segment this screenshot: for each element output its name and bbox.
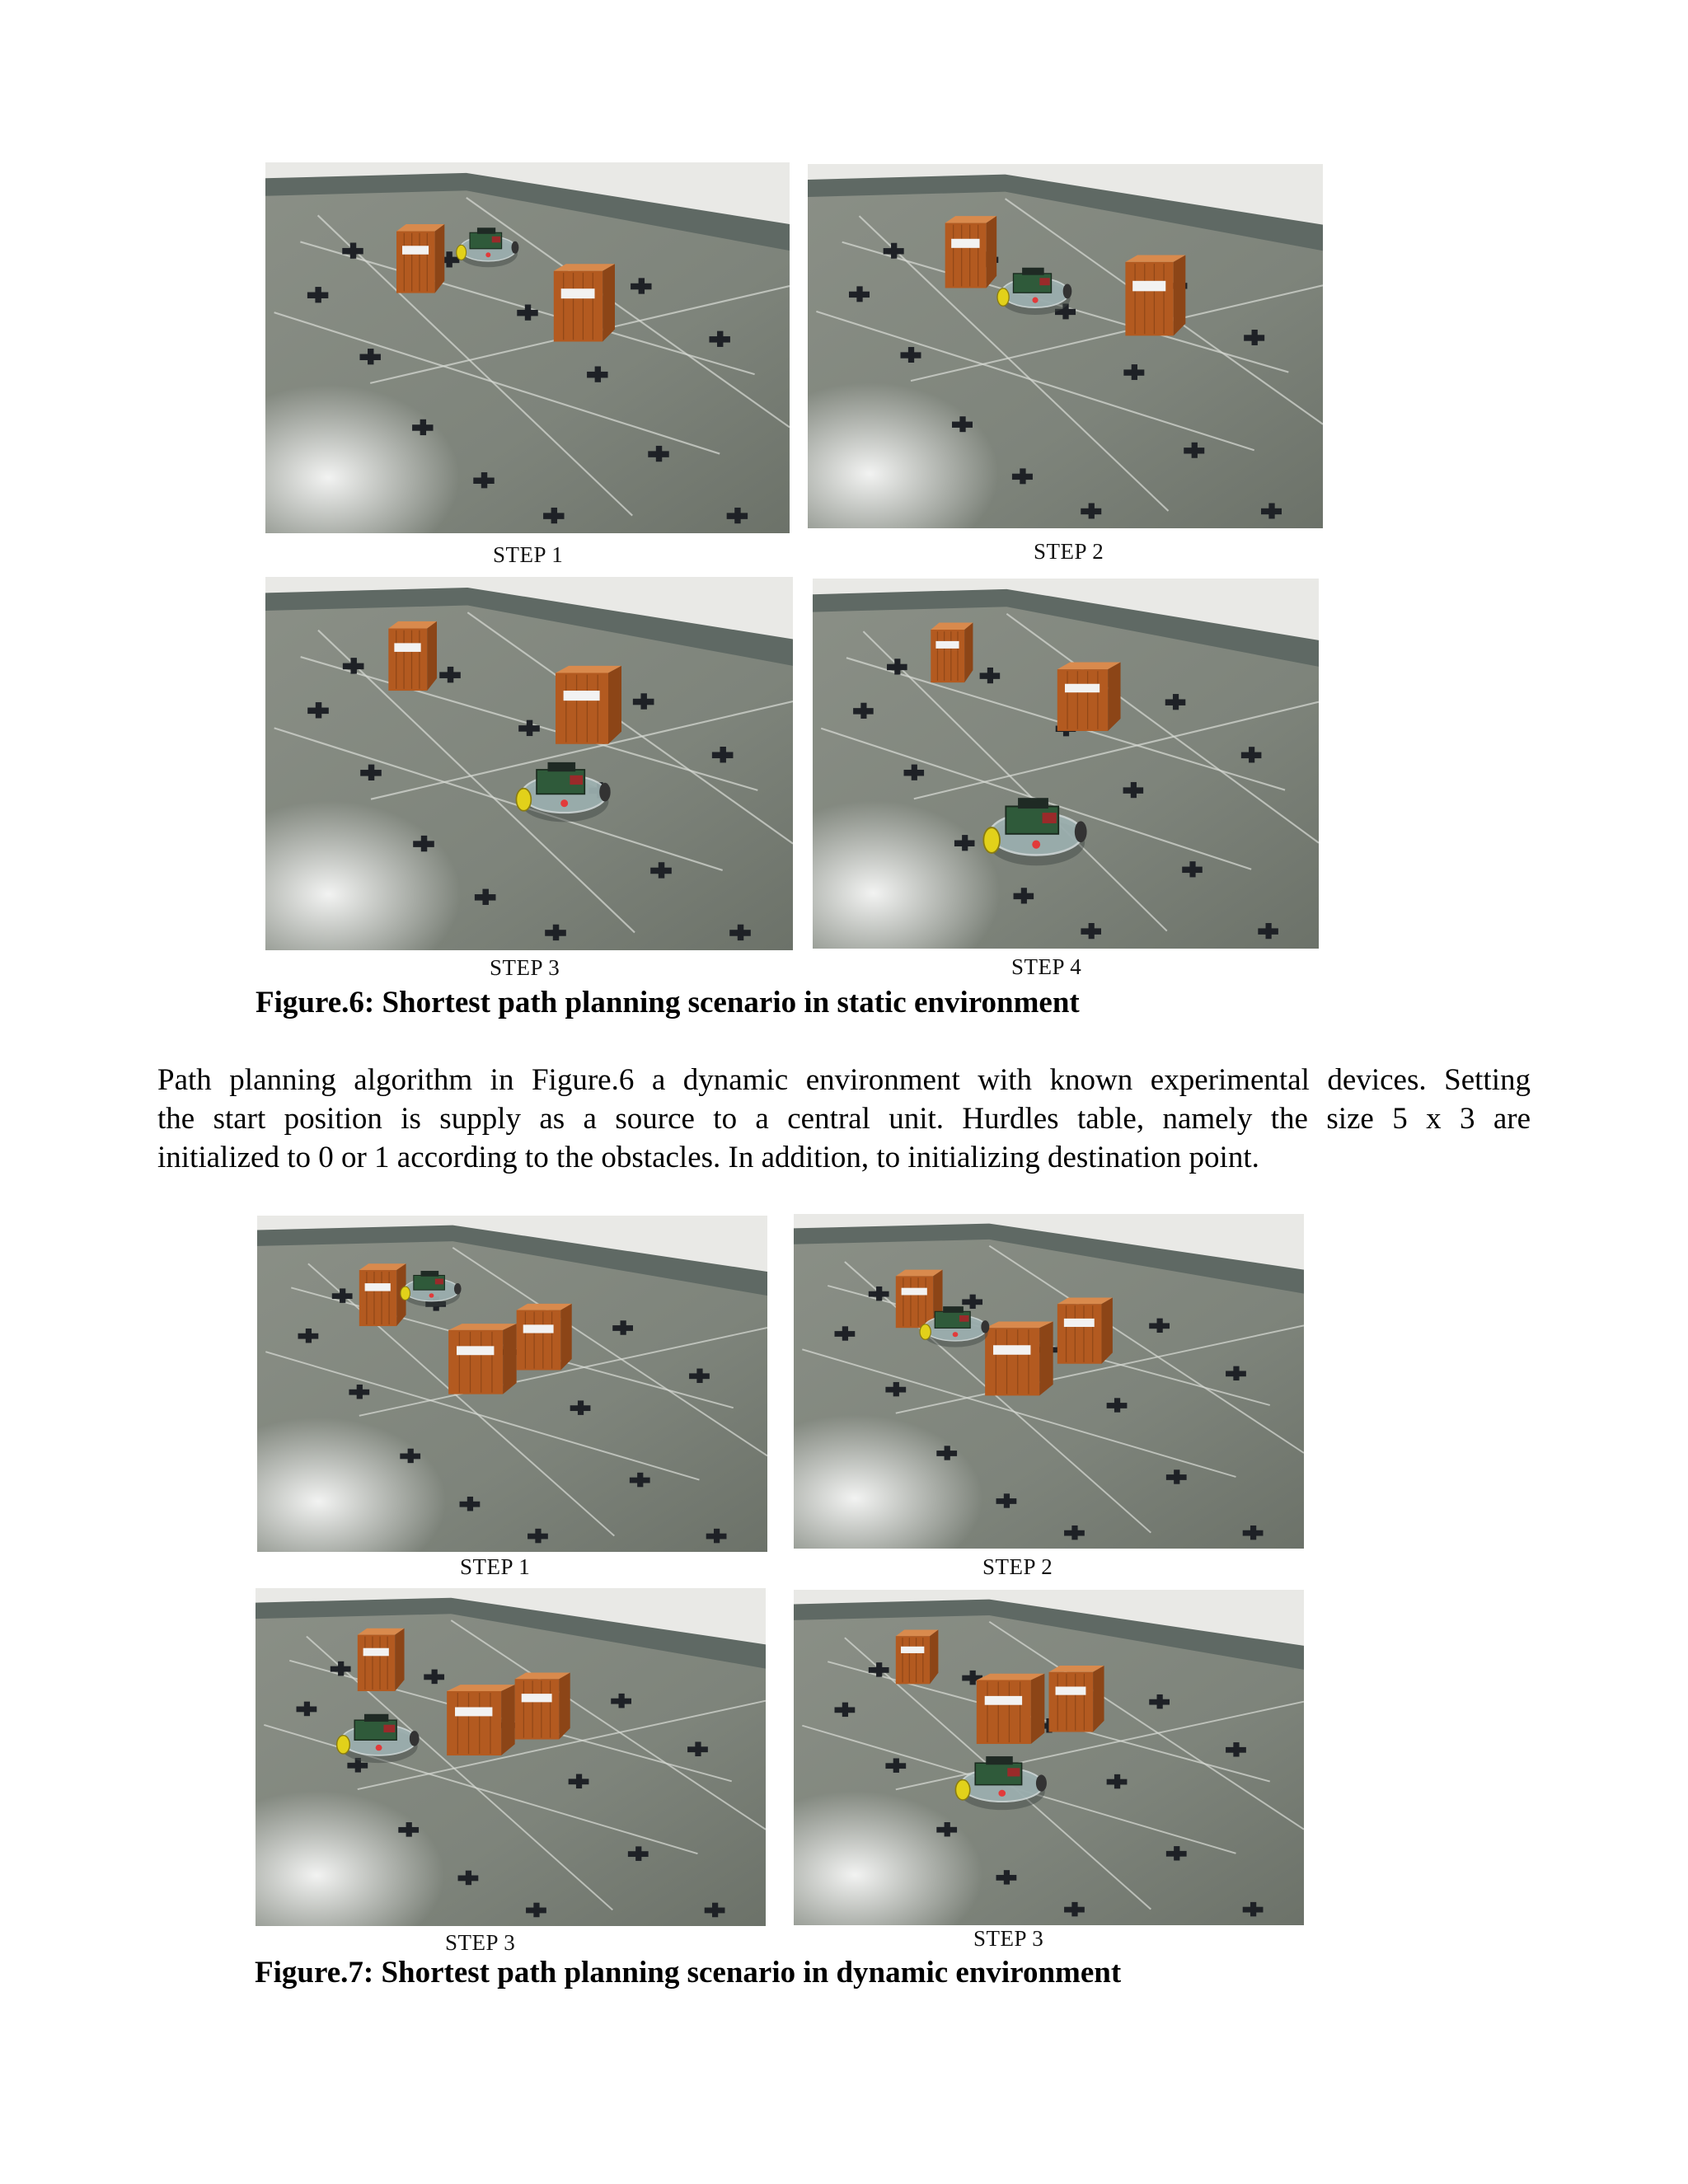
- robot-wheel: [457, 245, 467, 260]
- robot-wheel: [997, 288, 1009, 306]
- obstacle-box: [396, 224, 444, 293]
- obstacle-box: [985, 1322, 1053, 1396]
- paragraph-line: initialized to 0 or 1 according to the obstacles. In addition, to initializing destination point.: [157, 1141, 1259, 1174]
- robot-wheel: [920, 1324, 931, 1340]
- floor-glare: [265, 577, 793, 950]
- obstacle-box: [556, 666, 621, 744]
- obstacle-box: [931, 622, 973, 682]
- robot-wheel: [401, 1286, 410, 1300]
- obstacle-box: [1057, 1298, 1113, 1364]
- figure6-step4-label: STEP 4: [1011, 954, 1082, 979]
- robot-wheel: [516, 789, 531, 811]
- floor-glare: [265, 162, 790, 533]
- body-paragraph: [157, 1061, 1531, 1177]
- paragraph-line: the start position is supply as a source to a central unit. Hurdles table, namely the size 5 x 3 are: [157, 1102, 1531, 1136]
- figure7-step1-label: STEP 1: [460, 1554, 531, 1579]
- obstacle-box: [448, 1324, 517, 1394]
- figure6-step1-label: STEP 1: [493, 542, 564, 567]
- figure7-photo-step3b: [794, 1590, 1304, 1925]
- obstacle-box: [515, 1673, 570, 1740]
- obstacle-box: [896, 1629, 939, 1684]
- obstacle-box: [1125, 255, 1185, 336]
- figure6-photo-step3: [265, 577, 793, 950]
- obstacle-box: [447, 1685, 515, 1755]
- obstacle-box: [388, 621, 437, 691]
- obstacle-box: [945, 216, 997, 288]
- figure6-photo-step2: [808, 164, 1323, 528]
- floor-glare: [808, 164, 1323, 528]
- paragraph-line: Path planning algorithm in Figure.6 a dynamic environment with known experimental devices. Setting: [157, 1063, 1531, 1097]
- figure7-step2-label: STEP 2: [982, 1554, 1053, 1579]
- figure6-photo-step1: [265, 162, 790, 533]
- figure7-photo-step3a: [256, 1588, 766, 1926]
- robot-wheel: [337, 1736, 350, 1754]
- floor-glare: [256, 1588, 766, 1926]
- obstacle-box: [1057, 663, 1121, 731]
- figure6-step2-label: STEP 2: [1034, 539, 1104, 564]
- obstacle-box: [517, 1304, 572, 1371]
- obstacle-box: [977, 1674, 1045, 1744]
- floor-glare: [794, 1590, 1304, 1925]
- robot-wheel: [955, 1780, 969, 1800]
- figure6-caption: Figure.6: Shortest path planning scenario in static environment: [256, 986, 1080, 1019]
- obstacle-box: [359, 1263, 406, 1326]
- obstacle-box: [1049, 1666, 1104, 1732]
- figure6-photo-step4: [813, 579, 1319, 949]
- figure7-photo-step2: [794, 1214, 1304, 1549]
- floor-glare: [813, 579, 1319, 949]
- figure6-step3-label: STEP 3: [490, 955, 560, 980]
- figure7-photo-step1: [257, 1216, 767, 1552]
- obstacle-box: [358, 1629, 405, 1691]
- figure7-step3a-label: STEP 3: [445, 1930, 516, 1955]
- figure7-step3b-label: STEP 3: [973, 1926, 1044, 1951]
- figure7-caption: Figure.7: Shortest path planning scenario in dynamic environment: [255, 1956, 1122, 1990]
- obstacle-box: [554, 264, 615, 341]
- robot-wheel: [983, 827, 1000, 853]
